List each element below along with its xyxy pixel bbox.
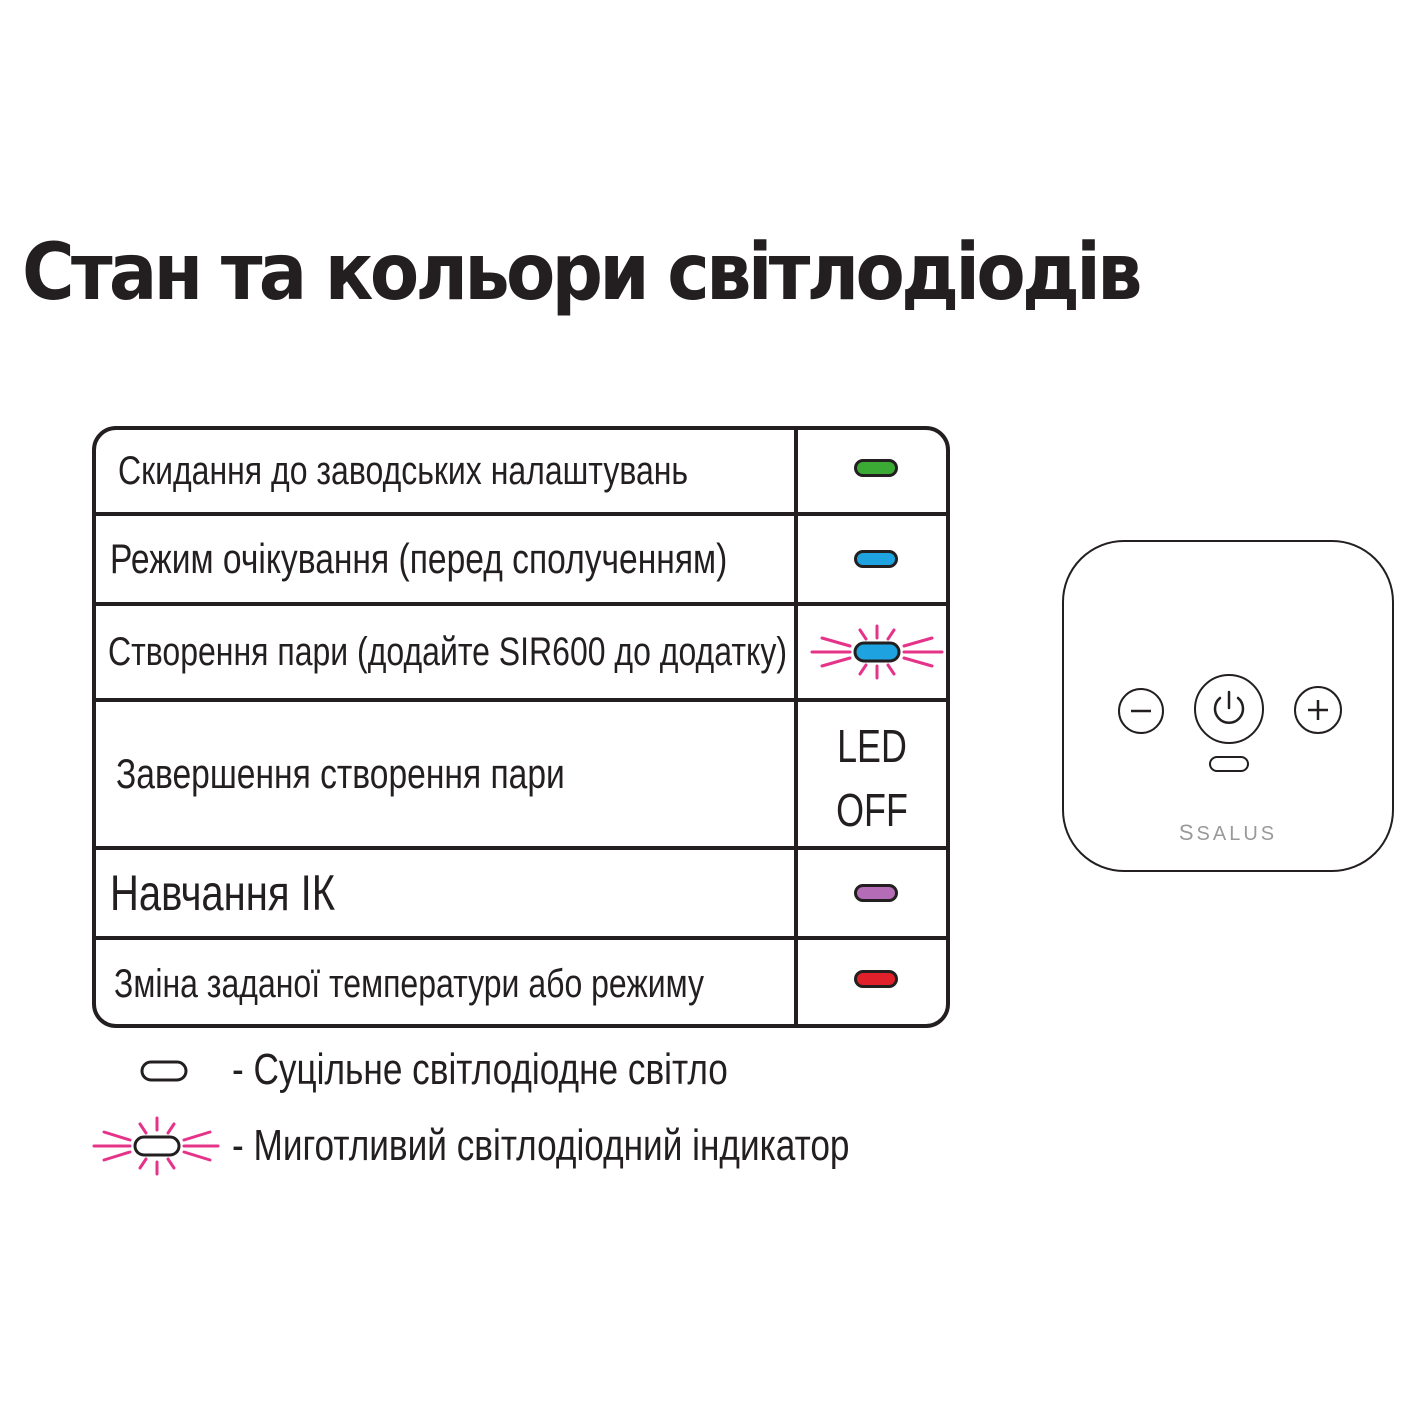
legend-solid <box>92 1040 992 1100</box>
led-flashing-legend-icon <box>92 1116 222 1176</box>
row-label: Завершення створення пари <box>116 750 565 797</box>
table-row <box>96 430 946 516</box>
legend-solid-text: - Суцільне світлодіодне світло <box>232 1045 728 1094</box>
minus-icon <box>1118 688 1164 734</box>
row-label: Навчання ІК <box>110 865 336 921</box>
led-off-line2: OFF <box>836 784 908 836</box>
salus-logo <box>1064 820 1392 846</box>
indicator-cell <box>794 702 946 846</box>
led-blue-solid-icon <box>854 550 898 568</box>
salus-device-illustration <box>1062 540 1394 872</box>
table-row <box>96 940 946 1028</box>
table-row <box>96 850 946 940</box>
brand-name: SALUS <box>1196 823 1278 845</box>
row-label: Режим очікування (перед сполученням) <box>110 535 728 582</box>
led-red-solid-icon <box>854 970 898 988</box>
table-row <box>96 606 946 702</box>
row-label: Створення пари (додайте SIR600 до додатку) <box>108 629 787 674</box>
led-solid-legend-icon <box>138 1040 198 1100</box>
led-off-line1: LED <box>837 720 907 772</box>
row-label: Зміна заданої температури або режиму <box>114 961 704 1006</box>
led-green-solid-icon <box>854 459 898 477</box>
row-label: Скидання до заводських налаштувань <box>118 448 689 493</box>
page-title: Стан та кольори світлодіодів <box>22 228 1139 318</box>
led-blue-flashing-icon <box>800 606 950 698</box>
salus-swirl-icon: S <box>1178 820 1197 845</box>
indicator-cell <box>794 940 946 1028</box>
led-purple-solid-icon <box>854 884 898 902</box>
table-row <box>96 516 946 606</box>
legend-flashing-text: - Миготливий світлодіодний індикатор <box>232 1121 850 1170</box>
led-off-text <box>814 714 929 842</box>
legend-flashing <box>92 1116 992 1176</box>
power-icon <box>1194 674 1264 744</box>
plus-icon <box>1294 686 1342 734</box>
led-status-table <box>92 426 950 1028</box>
indicator-cell <box>794 516 946 602</box>
table-row <box>96 702 946 850</box>
indicator-cell <box>794 606 946 698</box>
device-led-indicator <box>1209 756 1249 772</box>
indicator-cell <box>794 850 946 936</box>
indicator-cell <box>794 430 946 512</box>
